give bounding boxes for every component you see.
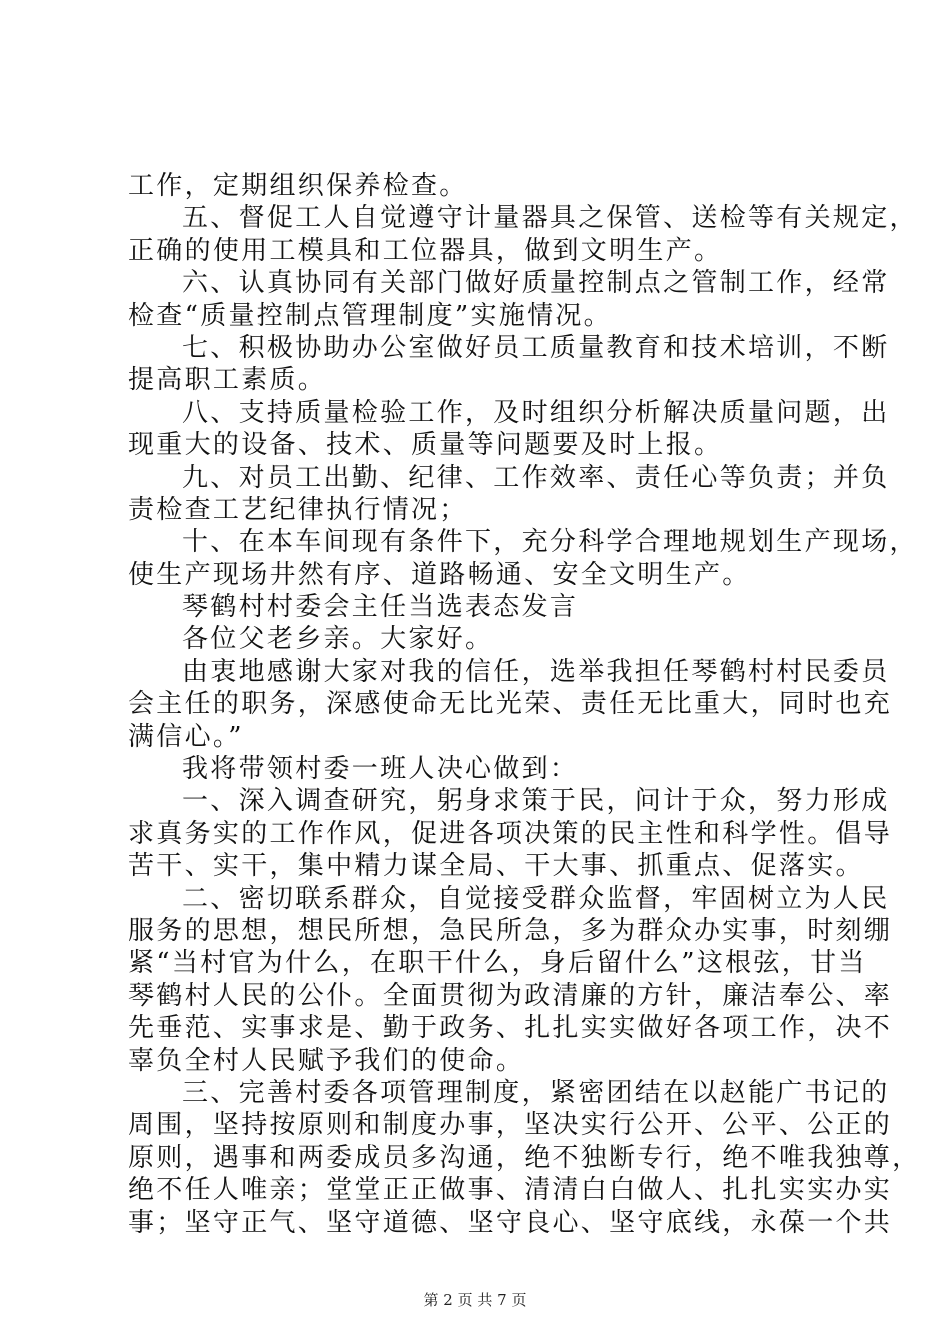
text-line: 我将带领村委一班人决心做到： [182,754,579,785]
page-number: 第 2 页 共 7 页 [423,1291,527,1309]
text-line: 紧“当村官为什么，在职干什么，身后留什么”这根弦，甘当 [128,948,867,979]
text-line: 使生产现场井然有序、道路畅通、安全文明生产。 [128,559,751,590]
document-body [128,170,921,1239]
text-line: 责检查工艺纪律执行情况； [128,494,468,525]
text-line: 各位父老乡亲。大家好。 [182,624,494,655]
text-line: 求真务实的工作作风，促进各项决策的民主性和科学性。倡导 [128,818,893,849]
text-line: 七、积极协助办公室做好员工质量教育和技术培训，不断 [182,332,890,363]
text-line: 辜负全村人民赋予我们的使命。 [128,1045,525,1076]
text-line: 正确的使用工模具和工位器具，做到文明生产。 [128,235,723,266]
text-line: 二、密切联系群众，自觉接受群众监督，牢固树立为人民 [182,883,890,914]
text-line: 满信心。” [128,721,244,752]
text-line: 琴鹤村村委会主任当选表态发言 [182,592,579,623]
text-line: 会主任的职务，深感使命无比光荣、责任无比重大，同时也充 [128,689,893,720]
text-line: 五、督促工人自觉遵守计量器具之保管、送检等有关规定， [182,203,918,234]
text-line: 十、在本车间现有条件下，充分科学合理地规划生产现场， [182,527,918,558]
text-line: 工作，定期组织保养检查。 [128,171,468,201]
text-line: 琴鹤村人民的公仆。全面贯彻为政清廉的方针，廉洁奉公、率 [128,980,893,1011]
text-line: 九、对员工出勤、纪律、工作效率、责任心等负责；并负 [182,462,890,493]
text-line: 现重大的设备、技术、质量等问题要及时上报。 [128,430,723,461]
text-line: 服务的思想，想民所想，急民所急，多为群众办实事，时刻绷 [128,915,893,946]
text-line: 八、支持质量检验工作，及时组织分析解决质量问题，出 [182,397,890,428]
text-line: 三、完善村委各项管理制度，紧密团结在以赵能广书记的 [182,1077,890,1108]
text-line: 六、认真协同有关部门做好质量控制点之管制工作，经常 [182,268,890,299]
text-line: 事；坚守正气、坚守道德、坚守良心、坚守底线，永葆一个共 [128,1207,893,1238]
text-line: 苦干、实干，集中精力谋全局、干大事、抓重点、促落实。 [128,851,864,882]
text-line: 绝不任人唯亲；堂堂正正做事、清清白白做人、扎扎实实办实 [128,1175,893,1206]
page-footer [0,1289,950,1310]
text-line: 先垂范、实事求是、勤于政务、扎扎实实做好各项工作，决不 [128,1013,893,1044]
text-line: 检查“质量控制点管理制度”实施情况。 [128,300,612,331]
text-line: 提高职工素质。 [128,365,327,396]
text-line: 原则，遇事和两委成员多沟通，绝不独断专行，绝不唯我独尊， [128,1142,921,1173]
text-line: 周围，坚持按原则和制度办事，坚决实行公开、公平、公正的 [128,1110,893,1141]
text-line: 由衷地感谢大家对我的信任，选举我担任琴鹤村村民委员 [182,656,890,687]
text-line: 一、深入调查研究，躬身求策于民，问计于众，努力形成 [182,786,890,817]
